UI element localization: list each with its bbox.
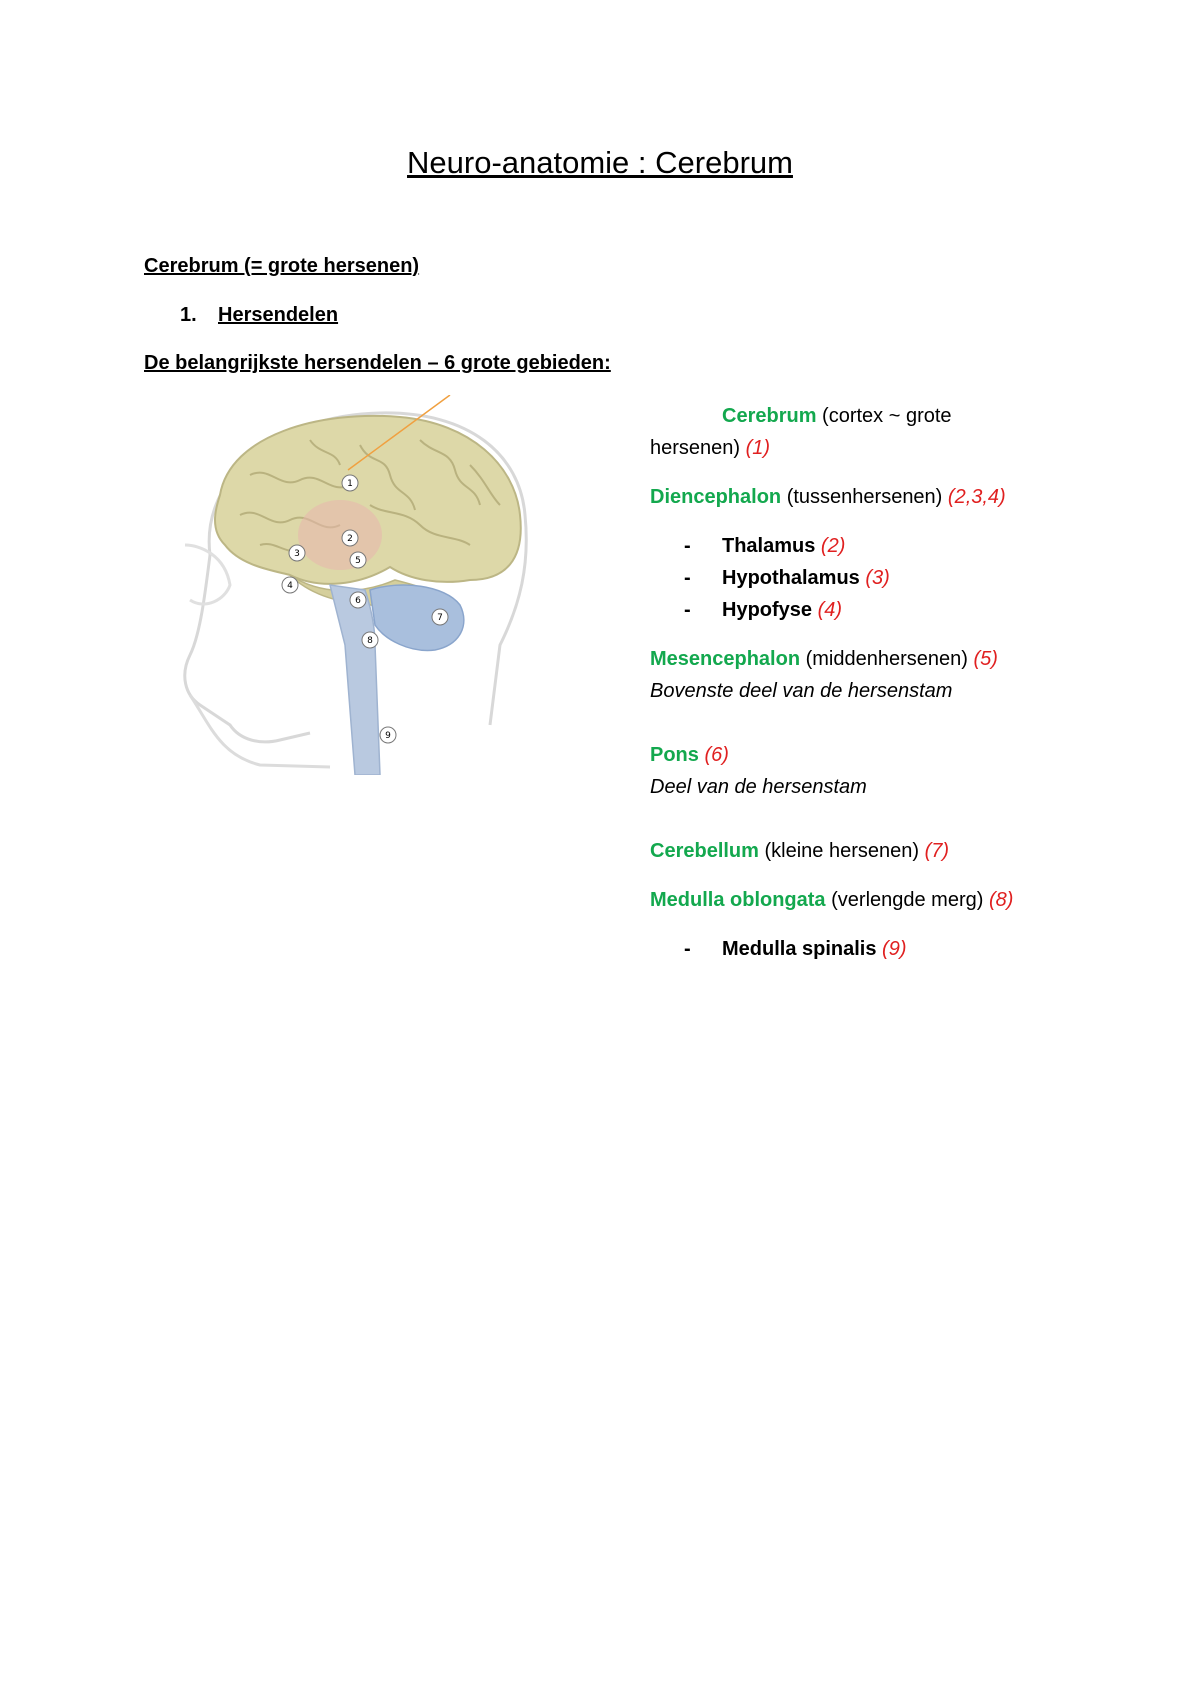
medulla-oblongata-ref: (8) bbox=[988, 889, 1014, 911]
marker-5 bbox=[350, 552, 366, 568]
svg-text:3: 3 bbox=[294, 549, 300, 559]
cerebrum-name: Cerebrum bbox=[722, 405, 817, 427]
list-label: Hersendelen bbox=[218, 304, 339, 326]
page-title: Neuro-anatomie : Cerebrum bbox=[407, 145, 793, 180]
hypofyse-name: Hypofyse bbox=[722, 599, 813, 621]
jaw-outline bbox=[190, 695, 330, 767]
hypofyse-entry bbox=[650, 594, 1070, 626]
medulla-oblongata-desc: (verlengde merg) bbox=[825, 889, 989, 911]
bullet-dash: - bbox=[684, 599, 691, 621]
cerebellum-desc: (kleine hersenen) bbox=[758, 840, 925, 862]
diencephalon-name: Diencephalon bbox=[650, 486, 782, 508]
marker-3 bbox=[289, 545, 305, 561]
diencephalon-desc: (tussenhersenen) bbox=[781, 486, 948, 508]
medulla-oblongata-name: Medulla oblongata bbox=[650, 889, 826, 911]
svg-text:1: 1 bbox=[347, 479, 353, 489]
cerebellum-ref: (7) bbox=[924, 840, 950, 862]
svg-text:2: 2 bbox=[347, 534, 353, 544]
hypofyse-ref: (4) bbox=[812, 599, 843, 621]
marker-7 bbox=[432, 609, 448, 625]
marker-9 bbox=[380, 727, 396, 743]
bullet-dash: - bbox=[684, 938, 691, 960]
mesencephalon-ref: (5) bbox=[973, 648, 998, 670]
svg-text:4: 4 bbox=[287, 581, 293, 591]
pons-ref: (6) bbox=[698, 744, 729, 766]
pons-name: Pons bbox=[650, 744, 699, 766]
thalamus-ref: (2) bbox=[815, 535, 846, 557]
bullet-dash: - bbox=[684, 567, 691, 589]
hypothalamus-ref: (3) bbox=[859, 567, 890, 589]
diencephalon-entry bbox=[650, 481, 1070, 513]
mesencephalon-name: Mesencephalon bbox=[650, 648, 801, 670]
numbered-heading bbox=[180, 304, 338, 327]
mesencephalon-entry bbox=[650, 643, 1070, 707]
brainstem bbox=[330, 585, 380, 775]
mesencephalon-desc: (middenhersenen) bbox=[800, 648, 974, 670]
hypothalamus-name: Hypothalamus bbox=[722, 567, 860, 589]
pons-entry bbox=[650, 739, 1070, 803]
medulla-spinalis-ref: (9) bbox=[876, 938, 907, 960]
pons-note: Deel van de hersenstam bbox=[650, 776, 867, 798]
cerebrum-desc: (cortex ~ grote bbox=[816, 405, 952, 427]
marker-1 bbox=[342, 475, 358, 491]
cerebellum-shape bbox=[370, 585, 464, 650]
marker-8 bbox=[362, 632, 378, 648]
diencephalon-highlight bbox=[298, 500, 382, 570]
medulla-oblongata-entry bbox=[650, 884, 1070, 916]
section-heading: Cerebrum (= grote hersenen) bbox=[144, 255, 420, 277]
svg-text:8: 8 bbox=[367, 636, 373, 646]
thalamus-entry bbox=[650, 530, 1070, 562]
medulla-spinalis-entry bbox=[650, 933, 1070, 965]
list-number: 1. bbox=[180, 304, 197, 326]
cerebellum-name: Cerebellum bbox=[650, 840, 759, 862]
thalamus-name: Thalamus bbox=[722, 535, 816, 557]
svg-text:6: 6 bbox=[355, 596, 361, 606]
mesencephalon-note: Bovenste deel van de hersenstam bbox=[650, 680, 953, 702]
cerebrum-entry bbox=[650, 400, 1070, 464]
medulla-spinalis-name: Medulla spinalis bbox=[722, 938, 877, 960]
marker-2 bbox=[342, 530, 358, 546]
brain-diagram bbox=[170, 395, 550, 775]
cerebrum-ref: (1) bbox=[745, 437, 771, 459]
diencephalon-ref: (2,3,4) bbox=[947, 486, 1006, 508]
cerebrum-desc-2: hersenen) bbox=[650, 437, 746, 459]
brain-parts-list bbox=[650, 400, 1070, 965]
hypothalamus-entry bbox=[650, 562, 1070, 594]
svg-text:5: 5 bbox=[355, 556, 361, 566]
svg-text:9: 9 bbox=[385, 731, 391, 741]
marker-4 bbox=[282, 577, 298, 593]
cerebellum-entry bbox=[650, 835, 1070, 867]
bullet-dash: - bbox=[684, 535, 691, 557]
svg-text:7: 7 bbox=[437, 613, 443, 623]
marker-6 bbox=[350, 592, 366, 608]
subheading: De belangrijkste hersendelen – 6 grote gebieden: bbox=[144, 352, 611, 374]
brain-illustration bbox=[170, 395, 550, 775]
